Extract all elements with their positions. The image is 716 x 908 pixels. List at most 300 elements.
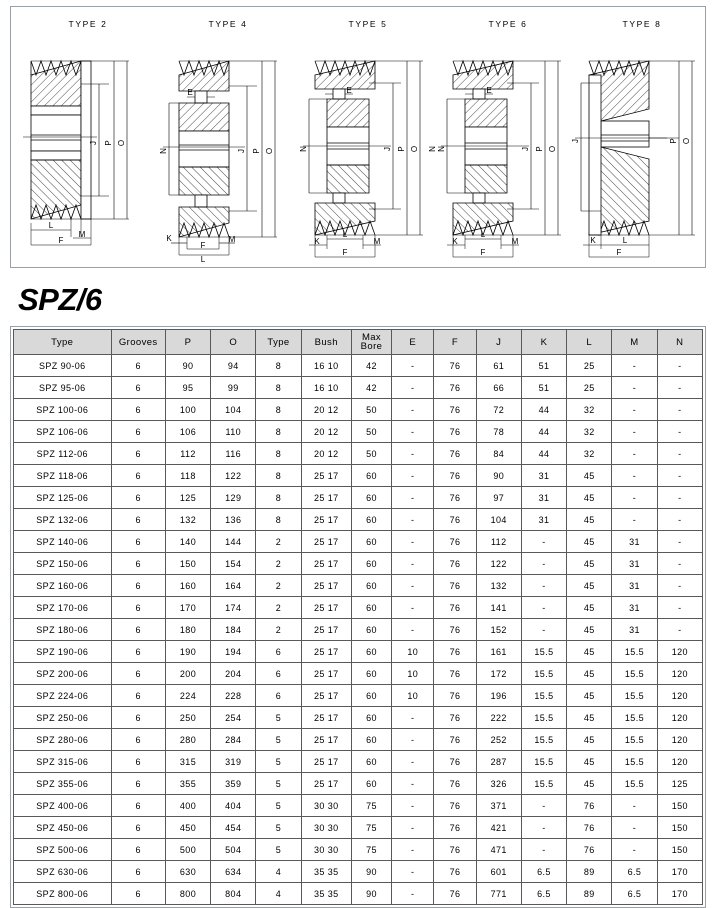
cell-f: 76: [434, 355, 476, 377]
cell-l: 32: [567, 399, 612, 421]
cell-n: -: [657, 575, 702, 597]
dim-label-n: N: [159, 148, 168, 154]
cell-max-bore: 50: [351, 421, 391, 443]
cell-k: -: [521, 839, 566, 861]
dim-label-n: N: [299, 146, 308, 152]
dim-label-e: E: [486, 86, 492, 95]
cell-type: SPZ 800-06: [14, 883, 112, 905]
cell-f: 76: [434, 443, 476, 465]
dim-label-p: P: [252, 148, 261, 154]
dim-label-n: N: [437, 146, 446, 152]
cell-k: 51: [521, 355, 566, 377]
cell-j: 371: [476, 795, 521, 817]
cell-type: 5: [256, 795, 301, 817]
cell-max-bore: 50: [351, 443, 391, 465]
table-row: [14, 707, 703, 729]
cell-bush: 20 12: [301, 443, 351, 465]
cell-p: 800: [165, 883, 210, 905]
cell-j: 421: [476, 817, 521, 839]
dim-label-n-right: N: [428, 146, 437, 152]
cell-m: -: [612, 421, 657, 443]
cell-k: 15.5: [521, 707, 566, 729]
table-row: [14, 597, 703, 619]
cell-n: -: [657, 597, 702, 619]
cell-k: -: [521, 619, 566, 641]
cell-p: 450: [165, 817, 210, 839]
cell-j: 112: [476, 531, 521, 553]
cell-type: 6: [256, 685, 301, 707]
cell-o: 129: [211, 487, 256, 509]
cell-f: 76: [434, 817, 476, 839]
cell-l: 45: [567, 553, 612, 575]
cell-n: -: [657, 421, 702, 443]
cell-max-bore: 90: [351, 861, 391, 883]
column-header-j-9: J: [476, 330, 521, 355]
cell-type: 6: [256, 641, 301, 663]
diagram-type-8: [571, 7, 713, 267]
cell-type: 5: [256, 817, 301, 839]
cell-n: 120: [657, 641, 702, 663]
cell-k: -: [521, 795, 566, 817]
cell-m: -: [612, 839, 657, 861]
cell-o: 284: [211, 729, 256, 751]
cell-f: 76: [434, 751, 476, 773]
cell-type: 5: [256, 773, 301, 795]
cell-k: -: [521, 597, 566, 619]
cell-e: -: [392, 597, 434, 619]
cell-j: 97: [476, 487, 521, 509]
cell-o: 404: [211, 795, 256, 817]
cell-m: 31: [612, 575, 657, 597]
cell-l: 45: [567, 509, 612, 531]
cell-e: -: [392, 465, 434, 487]
cell-k: 15.5: [521, 663, 566, 685]
dim-label-m: M: [78, 230, 86, 239]
cell-m: -: [612, 443, 657, 465]
cell-bush: 30 30: [301, 817, 351, 839]
cell-k: 51: [521, 377, 566, 399]
cell-p: 200: [165, 663, 210, 685]
cell-p: 90: [165, 355, 210, 377]
cell-j: 161: [476, 641, 521, 663]
table-row: [14, 817, 703, 839]
cell-l: 45: [567, 729, 612, 751]
column-header-o-3: O: [211, 330, 256, 355]
cell-max-bore: 75: [351, 817, 391, 839]
cell-e: -: [392, 883, 434, 905]
cell-type: SPZ 170-06: [14, 597, 112, 619]
table-row: [14, 487, 703, 509]
header-row: [14, 330, 703, 355]
column-header-type-4: Type: [256, 330, 301, 355]
cell-l: 45: [567, 663, 612, 685]
table-row: [14, 751, 703, 773]
cell-p: 355: [165, 773, 210, 795]
cell-f: 76: [434, 531, 476, 553]
diagram-type-4: [157, 7, 299, 267]
cell-e: -: [392, 795, 434, 817]
cell-max-bore: 60: [351, 619, 391, 641]
cell-e: -: [392, 751, 434, 773]
cell-n: -: [657, 355, 702, 377]
cell-m: 31: [612, 531, 657, 553]
cell-l: 45: [567, 597, 612, 619]
column-header-k-10: K: [521, 330, 566, 355]
cell-m: -: [612, 355, 657, 377]
table-row: [14, 773, 703, 795]
cell-f: 76: [434, 641, 476, 663]
cell-grooves: 6: [111, 421, 165, 443]
cell-f: 76: [434, 861, 476, 883]
dim-label-j: J: [571, 139, 580, 143]
cell-o: 634: [211, 861, 256, 883]
cell-j: 771: [476, 883, 521, 905]
cell-type: SPZ 400-06: [14, 795, 112, 817]
cell-k: 31: [521, 509, 566, 531]
spec-table: [13, 329, 703, 905]
cell-max-bore: 75: [351, 795, 391, 817]
cell-n: -: [657, 465, 702, 487]
diagram-title-type-5: TYPE 5: [348, 19, 388, 29]
dim-label-k: K: [166, 234, 172, 243]
table-row: [14, 883, 703, 905]
cell-e: -: [392, 443, 434, 465]
dim-label-p: P: [397, 146, 406, 152]
dim-label-m: M: [511, 237, 519, 246]
cell-type: SPZ 160-06: [14, 575, 112, 597]
cell-j: 141: [476, 597, 521, 619]
cell-l: 45: [567, 619, 612, 641]
cell-n: -: [657, 443, 702, 465]
cell-o: 228: [211, 685, 256, 707]
cell-type: 8: [256, 377, 301, 399]
table-row: [14, 509, 703, 531]
cell-e: -: [392, 531, 434, 553]
cell-grooves: 6: [111, 399, 165, 421]
dim-label-o: O: [265, 147, 274, 155]
cell-j: 84: [476, 443, 521, 465]
page-title: SPZ/6: [18, 282, 102, 317]
cell-type: 8: [256, 399, 301, 421]
dim-label-f: F: [200, 241, 206, 250]
cell-e: -: [392, 509, 434, 531]
cell-m: 6.5: [612, 883, 657, 905]
table-row: [14, 839, 703, 861]
cell-grooves: 6: [111, 619, 165, 641]
cell-l: 45: [567, 751, 612, 773]
cell-n: 120: [657, 751, 702, 773]
cell-j: 66: [476, 377, 521, 399]
dim-label-p: P: [669, 138, 678, 144]
cell-k: 6.5: [521, 883, 566, 905]
cell-bush: 25 17: [301, 465, 351, 487]
cell-l: 45: [567, 575, 612, 597]
cell-l: 45: [567, 487, 612, 509]
cell-j: 78: [476, 421, 521, 443]
column-header-f-8: F: [434, 330, 476, 355]
cell-f: 76: [434, 399, 476, 421]
cell-max-bore: 42: [351, 377, 391, 399]
cell-o: 194: [211, 641, 256, 663]
cell-j: 132: [476, 575, 521, 597]
table-row: [14, 795, 703, 817]
cell-p: 140: [165, 531, 210, 553]
cell-type: SPZ 95-06: [14, 377, 112, 399]
cell-grooves: 6: [111, 729, 165, 751]
cell-m: 15.5: [612, 641, 657, 663]
cell-o: 164: [211, 575, 256, 597]
cell-o: 359: [211, 773, 256, 795]
cell-type: 8: [256, 465, 301, 487]
cell-type: 5: [256, 707, 301, 729]
cell-k: 6.5: [521, 861, 566, 883]
cell-f: 76: [434, 685, 476, 707]
cell-l: 45: [567, 707, 612, 729]
cell-type: 5: [256, 729, 301, 751]
cell-grooves: 6: [111, 817, 165, 839]
dim-label-m: M: [228, 235, 236, 244]
cell-bush: 25 17: [301, 487, 351, 509]
cell-p: 500: [165, 839, 210, 861]
cell-grooves: 6: [111, 553, 165, 575]
cell-m: -: [612, 399, 657, 421]
cell-p: 150: [165, 553, 210, 575]
cell-e: -: [392, 399, 434, 421]
cell-j: 152: [476, 619, 521, 641]
cell-m: 15.5: [612, 729, 657, 751]
cell-m: -: [612, 465, 657, 487]
cell-f: 76: [434, 575, 476, 597]
cell-f: 76: [434, 663, 476, 685]
cell-p: 190: [165, 641, 210, 663]
cell-l: 45: [567, 641, 612, 663]
cell-grooves: 6: [111, 685, 165, 707]
cell-max-bore: 90: [351, 883, 391, 905]
cell-o: 94: [211, 355, 256, 377]
cell-type: SPZ 500-06: [14, 839, 112, 861]
dim-label-o: O: [410, 145, 419, 153]
cell-k: 15.5: [521, 729, 566, 751]
dim-label-f: F: [58, 236, 64, 245]
dim-label-p: P: [535, 146, 544, 152]
cell-f: 76: [434, 839, 476, 861]
table-row: [14, 729, 703, 751]
cell-o: 254: [211, 707, 256, 729]
table-row: [14, 861, 703, 883]
cell-f: 76: [434, 883, 476, 905]
cell-j: 90: [476, 465, 521, 487]
cell-bush: 25 17: [301, 685, 351, 707]
cell-l: 76: [567, 795, 612, 817]
cell-p: 160: [165, 575, 210, 597]
dim-label-k: K: [452, 237, 458, 246]
dim-label-l: L: [342, 230, 348, 239]
cell-p: 106: [165, 421, 210, 443]
cell-n: -: [657, 553, 702, 575]
cell-type: SPZ 224-06: [14, 685, 112, 707]
dim-label-o: O: [548, 145, 557, 153]
cell-n: 150: [657, 817, 702, 839]
cell-type: SPZ 200-06: [14, 663, 112, 685]
cell-grooves: 6: [111, 509, 165, 531]
cell-p: 250: [165, 707, 210, 729]
cell-grooves: 6: [111, 861, 165, 883]
cell-grooves: 6: [111, 531, 165, 553]
table-row: [14, 421, 703, 443]
cell-k: 44: [521, 443, 566, 465]
cell-type: SPZ 190-06: [14, 641, 112, 663]
spec-table-container: [10, 326, 706, 908]
cell-grooves: 6: [111, 795, 165, 817]
cell-j: 287: [476, 751, 521, 773]
cell-type: 8: [256, 421, 301, 443]
cell-l: 45: [567, 531, 612, 553]
cell-k: 15.5: [521, 773, 566, 795]
column-header-p-2: P: [165, 330, 210, 355]
cell-o: 319: [211, 751, 256, 773]
cell-n: -: [657, 619, 702, 641]
cell-bush: 25 17: [301, 619, 351, 641]
cell-l: 76: [567, 839, 612, 861]
cell-n: -: [657, 377, 702, 399]
cell-o: 110: [211, 421, 256, 443]
column-header-bush-5: Bush: [301, 330, 351, 355]
cell-bush: 30 30: [301, 795, 351, 817]
cell-e: 10: [392, 663, 434, 685]
cell-m: 15.5: [612, 663, 657, 685]
cell-o: 184: [211, 619, 256, 641]
cell-grooves: 6: [111, 575, 165, 597]
cell-type: SPZ 315-06: [14, 751, 112, 773]
cell-p: 95: [165, 377, 210, 399]
cell-type: SPZ 150-06: [14, 553, 112, 575]
cell-p: 125: [165, 487, 210, 509]
dim-label-k: K: [590, 236, 596, 245]
cell-bush: 16 10: [301, 377, 351, 399]
cell-bush: 25 17: [301, 509, 351, 531]
table-row: [14, 641, 703, 663]
cell-grooves: 6: [111, 707, 165, 729]
dim-label-k: K: [314, 237, 320, 246]
cell-max-bore: 60: [351, 641, 391, 663]
cell-j: 326: [476, 773, 521, 795]
cell-k: 15.5: [521, 641, 566, 663]
diagram-type-2: [17, 7, 159, 267]
cell-o: 804: [211, 883, 256, 905]
cell-p: 100: [165, 399, 210, 421]
column-header-n-13: N: [657, 330, 702, 355]
table-row: [14, 553, 703, 575]
cell-p: 118: [165, 465, 210, 487]
cell-k: -: [521, 817, 566, 839]
cell-k: 15.5: [521, 751, 566, 773]
cell-e: -: [392, 421, 434, 443]
cell-e: 10: [392, 685, 434, 707]
cell-n: 120: [657, 707, 702, 729]
cell-l: 45: [567, 685, 612, 707]
cell-f: 76: [434, 377, 476, 399]
cell-p: 280: [165, 729, 210, 751]
cell-grooves: 6: [111, 839, 165, 861]
cell-grooves: 6: [111, 355, 165, 377]
cell-m: -: [612, 377, 657, 399]
dim-label-m: M: [373, 237, 381, 246]
cell-o: 204: [211, 663, 256, 685]
cell-n: -: [657, 531, 702, 553]
cell-m: 6.5: [612, 861, 657, 883]
cell-l: 45: [567, 773, 612, 795]
column-header-grooves-1: Grooves: [111, 330, 165, 355]
cell-type: 8: [256, 443, 301, 465]
cell-n: 125: [657, 773, 702, 795]
cell-m: 15.5: [612, 751, 657, 773]
cell-m: -: [612, 817, 657, 839]
cell-max-bore: 60: [351, 465, 391, 487]
cell-max-bore: 75: [351, 839, 391, 861]
cell-f: 76: [434, 707, 476, 729]
cell-k: 44: [521, 399, 566, 421]
cell-e: -: [392, 355, 434, 377]
cell-grooves: 6: [111, 443, 165, 465]
cell-o: 504: [211, 839, 256, 861]
cell-grooves: 6: [111, 465, 165, 487]
cell-j: 471: [476, 839, 521, 861]
cell-p: 400: [165, 795, 210, 817]
cell-n: -: [657, 487, 702, 509]
cell-k: 31: [521, 487, 566, 509]
cell-n: -: [657, 399, 702, 421]
cell-m: 15.5: [612, 773, 657, 795]
cell-type: 2: [256, 619, 301, 641]
cell-e: 10: [392, 641, 434, 663]
cell-f: 76: [434, 729, 476, 751]
cell-max-bore: 60: [351, 773, 391, 795]
cell-e: -: [392, 707, 434, 729]
dim-label-e: E: [346, 86, 352, 95]
cell-m: -: [612, 509, 657, 531]
diagram-type-5: [297, 7, 439, 267]
cell-e: -: [392, 575, 434, 597]
cell-grooves: 6: [111, 663, 165, 685]
cell-bush: 25 17: [301, 553, 351, 575]
cell-n: 150: [657, 839, 702, 861]
cell-l: 76: [567, 817, 612, 839]
cell-o: 104: [211, 399, 256, 421]
cell-m: 31: [612, 619, 657, 641]
cell-m: 31: [612, 553, 657, 575]
cell-l: 89: [567, 883, 612, 905]
cell-m: -: [612, 487, 657, 509]
cell-max-bore: 60: [351, 663, 391, 685]
cell-f: 76: [434, 553, 476, 575]
table-row: [14, 685, 703, 707]
cell-type: 2: [256, 531, 301, 553]
cell-p: 630: [165, 861, 210, 883]
dim-label-f: F: [480, 248, 486, 257]
cell-o: 174: [211, 597, 256, 619]
cell-f: 76: [434, 773, 476, 795]
cell-l: 45: [567, 465, 612, 487]
cell-type: SPZ 106-06: [14, 421, 112, 443]
cell-m: 15.5: [612, 685, 657, 707]
cell-l: 32: [567, 443, 612, 465]
dim-label-f: F: [616, 248, 622, 257]
cell-type: SPZ 280-06: [14, 729, 112, 751]
cell-max-bore: 60: [351, 575, 391, 597]
cell-bush: 25 17: [301, 773, 351, 795]
cell-f: 76: [434, 421, 476, 443]
cell-bush: 20 12: [301, 399, 351, 421]
